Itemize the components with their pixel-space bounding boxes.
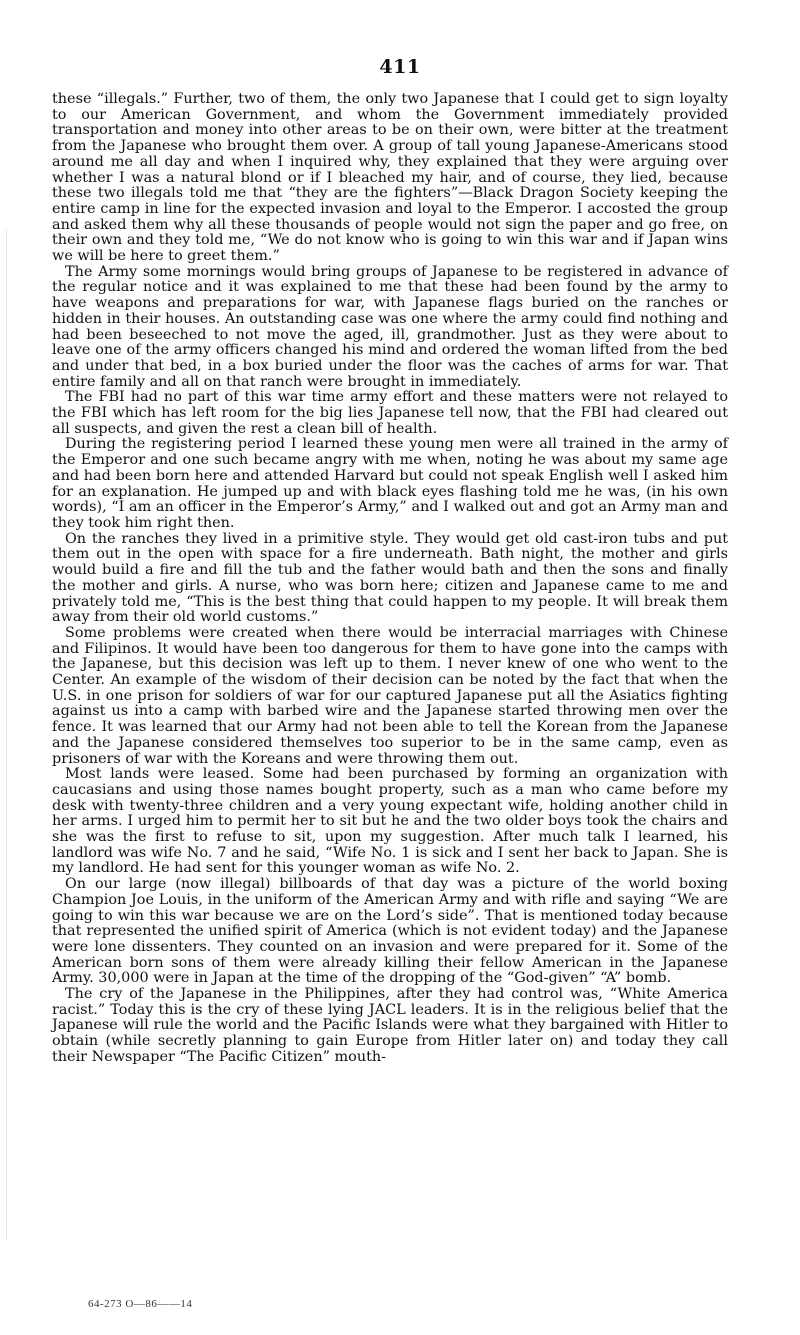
paragraph: The FBI had no part of this war time army effort and these matters were not relayed to the FBI which has left room for the big lies Japanese tell now, that the FBI had cleared out all suspects, and given the rest a clean bill of health. [52,389,728,437]
paragraph: On the ranches they lived in a primitive style. They would get old cast-iron tubs and put them out in the open with space for a fire underneath. Bath night, the mother and girls would build a fire and fill the tub and the father would bath and then the sons and finally the mother and girls. A nurse, who was born here; citizen and Japanese came to me and privately told me, “This is the best thing that could happen to my people. It will break them away from their old world customs.” [52,530,728,626]
body-text [52,92,728,1066]
scan-margin-line [6,230,7,1240]
paragraph: During the registering period I learned these young men were all trained in the army of the Emperor and one such became angry with me when, noting he was about my same age and had been born here and attended Harvard but could not speak English well I asked him for an explanation. He jumped up and with black eyes flashing told me he was, (in his own words), “I am an officer in the Emperor’s Army,” and I walked out and got an Army man and they took him right then. [52,436,728,531]
paragraph: these “illegals.” Further, two of them, the only two Japanese that I could get to sign loyalty to our American Government, and whom the Government immediately provided transportation and money into other areas to be on their own, were bitter at the treatment from the Japanese who brought them over. A group of tall young Japanese-Americans stood around me all day and when I inquired why, they explained that they were arguing over whether I was a natural blond or if I bleached my hair, and of course, they lied, because these two illegals told me that “they are the fighters”—Black Dragon Society keeping the entire camp in line for the expected invasion and loyal to the Emperor. I accosted the group and asked them why all these thousands of people would not sign the paper and go free, on their own and they told me, “We do not know who is going to win this war and if Japan wins we will be here to greet them.” [52,91,728,265]
paragraph: On our large (now illegal) billboards of that day was a picture of the world boxing Champion Joe Louis, in the uniform of the American Army and with rifle and saying “We are going to win this war because we are on the Lord’s side”. That is mentioned today because that represented the unified spirit of America (which is not evident today) and the Japanese were lone dissenters. They counted on an invasion and were prepared for it. Some of the American born sons of them were already killing their fellow American in the Japanese Army. 30,000 were in Japan at the time of the dropping of the “God-given” “A” bomb. [52,876,728,987]
paragraph: The cry of the Japanese in the Philippines, after they had control was, “White America racist.” Today this is the cry of these lying JACL leaders. It is in the religious belief that the Japanese will rule the world and the Pacific Islands were what they bargained with Hitler to obtain (while secretly planning to gain Europe from Hitler later on) and today they call their Newspaper “The Pacific Citizen” mouth- [52,986,728,1065]
paragraph: The Army some mornings would bring groups of Japanese to be registered in advance of the regular notice and it was explained to me that these had been found by the army to have weapons and preparations for war, with Japanese flags buried on the ranches or hidden in their houses. An outstanding case was one where the army could find nothing and had been beseeched to not move the aged, ill, grandmother. Just as they were about to leave one of the army officers changed his mind and ordered the woman lifted from the bed and under that bed, in a box buried under the floor was the caches of arms for war. That entire family and all on that ranch were brought in immediately. [52,263,728,390]
paragraph: Most lands were leased. Some had been purchased by forming an organization with caucasians and using those names bought property, such as a man who came before my desk with twenty-three children and a very young expectant wife, holding another child in her arms. I urged him to permit her to sit but he and the two older boys took the chairs and she was the first to refuse to sit, upon my suggestion. After much talk I learned, his landlord was wife No. 7 and he said, “Wife No. 1 is sick and I sent her back to Japan. She is my landlord. He had sent for this younger woman as wife No. 2. [52,766,728,877]
page-number: 411 [379,56,421,78]
paragraph: Some problems were created when there would be interracial marriages with Chinese and Filipinos. It would have been too dangerous for them to have gone into the camps with the Japanese, but this decision was left up to them. I never knew of one who went to the Center. An example of the wisdom of their decision can be noted by the fact that when the U.S. in one prison for soldiers of war for our captured Japanese put all the Asiatics fighting against us into a camp with barbed wire and the Japanese started throwing men over the fence. It was learned that our Army had not been able to tell the Korean from the Japanese and the Japanese considered themselves too superior to be in the same camp, even as prisoners of war with the Koreans and were throwing them out. [52,624,728,767]
print-code-footer: 64-273 O—86——14 [88,1298,193,1310]
